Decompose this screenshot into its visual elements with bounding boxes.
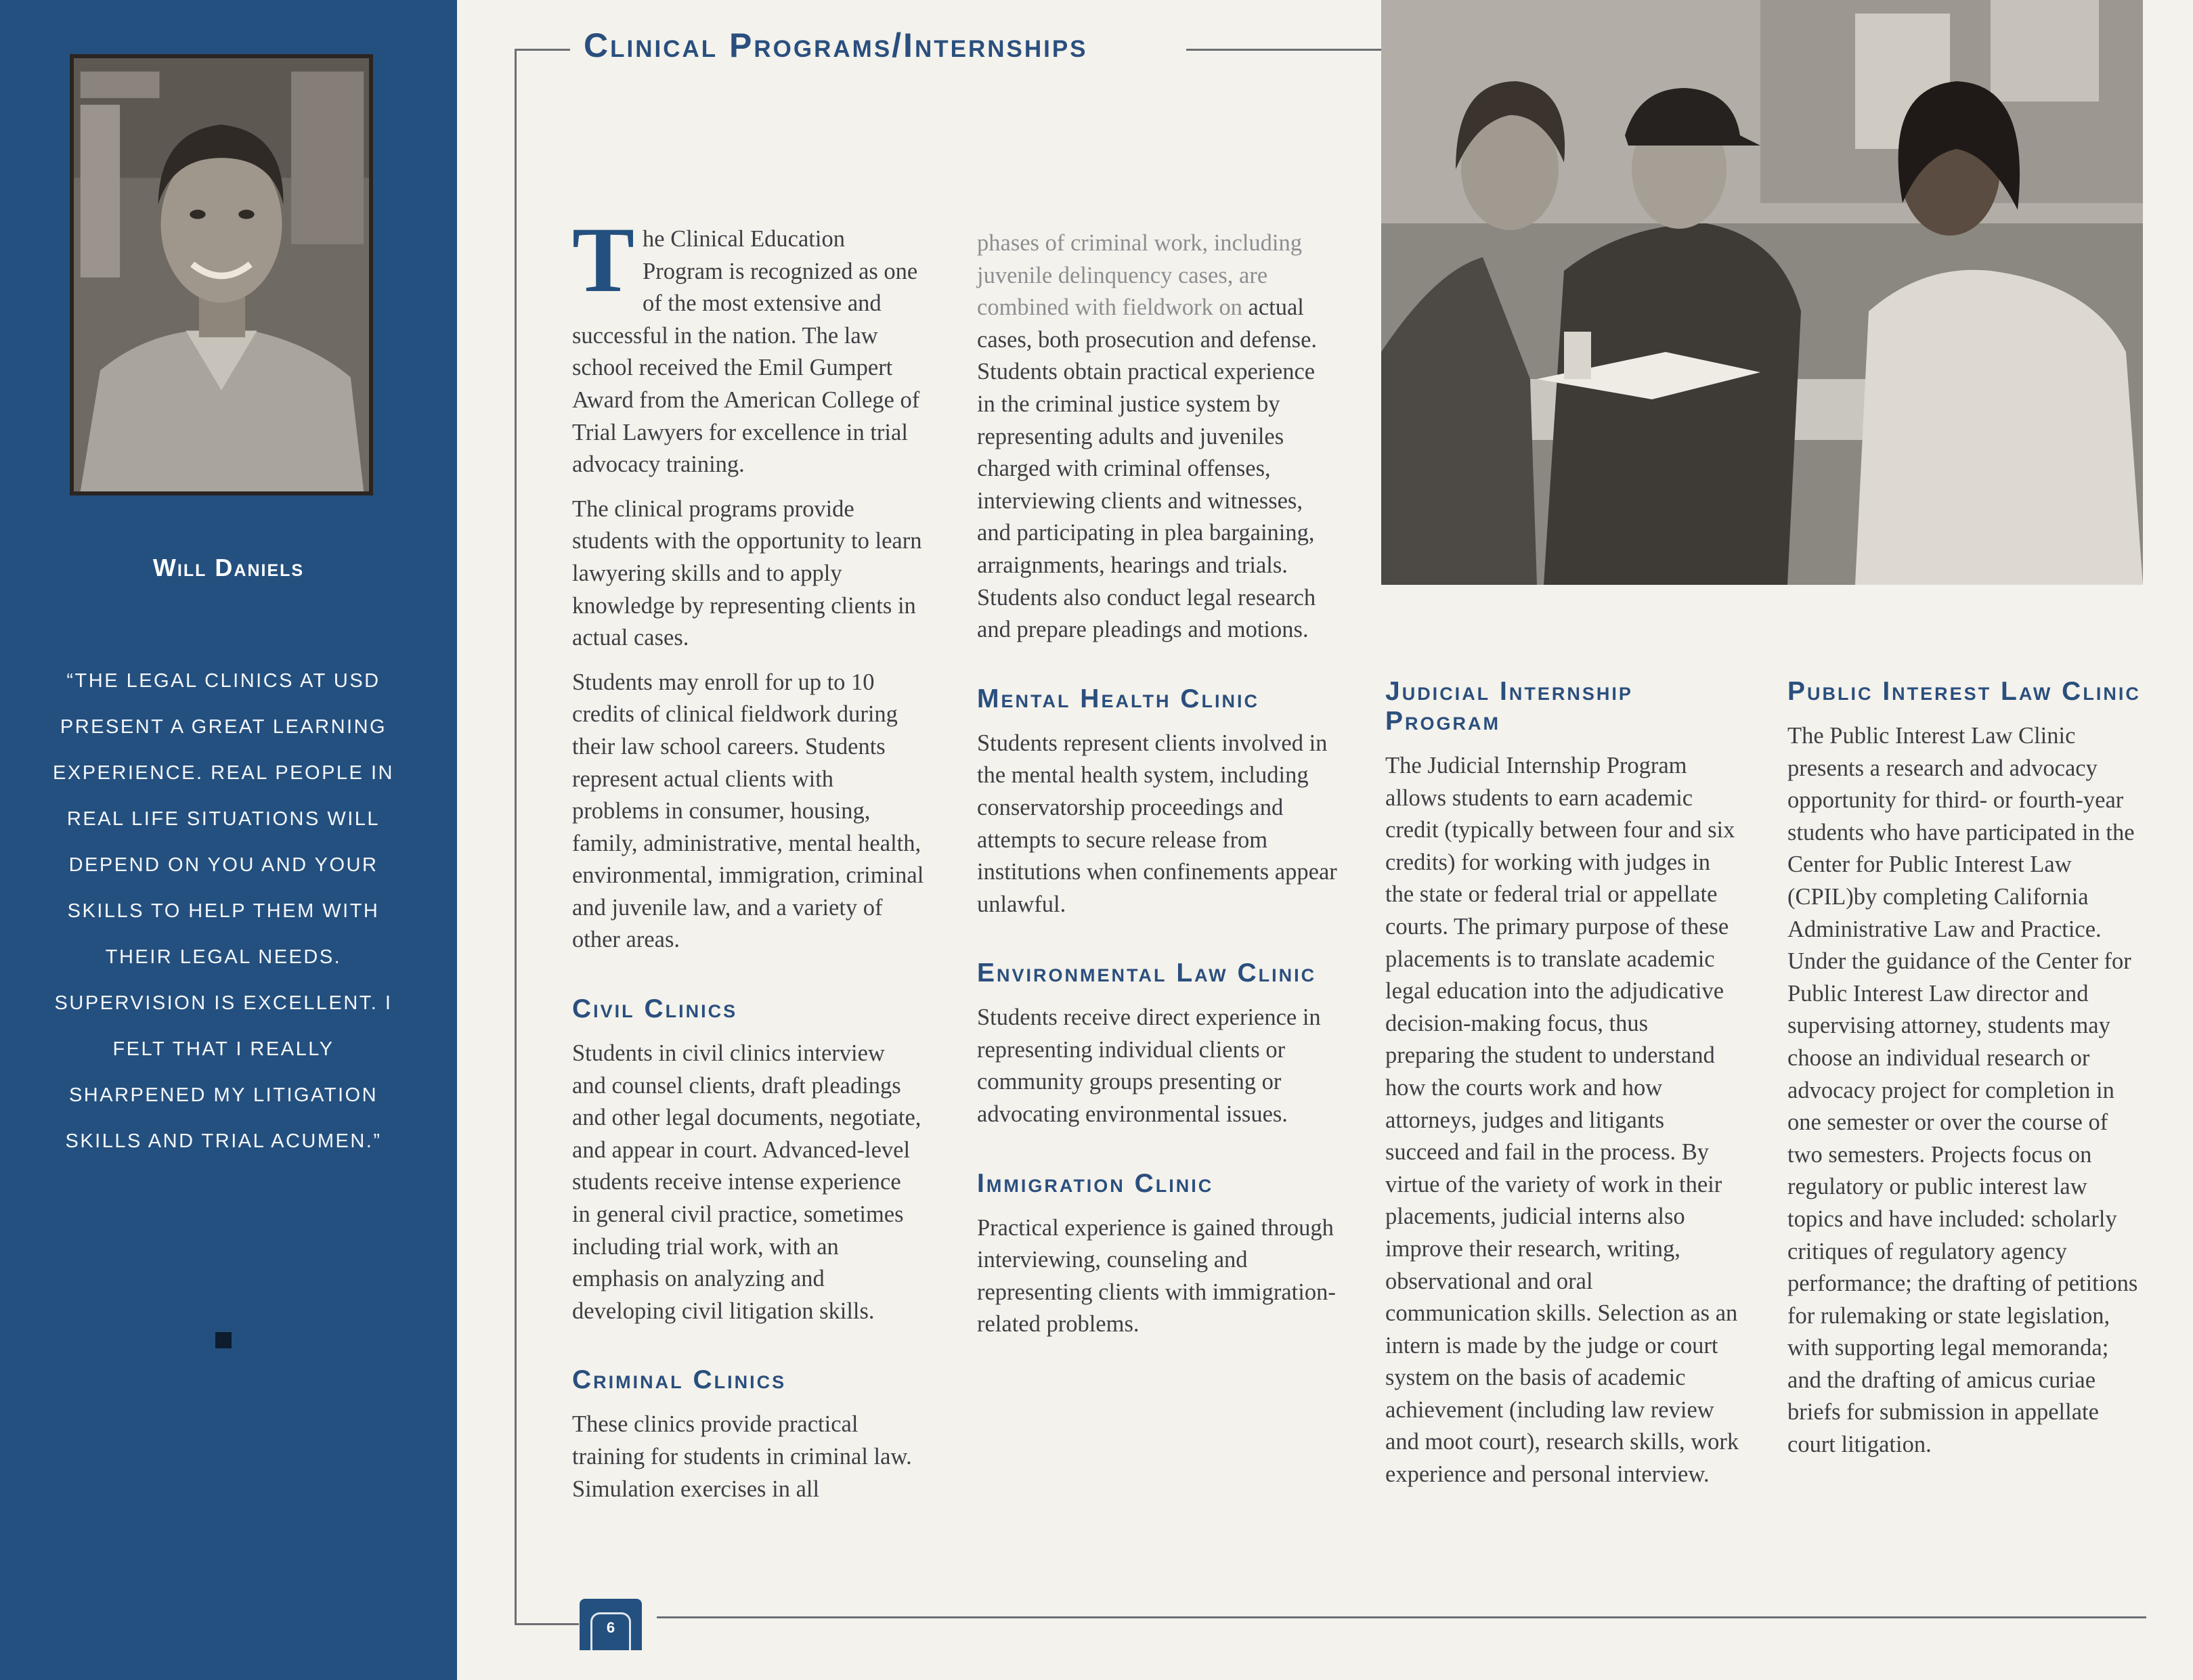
sidebar [0,0,457,1680]
mental-health-clinic-text: Students represent clients involved in the mental health system, including conservatorship proceedings and attempts to secure release from institutions when confinements appear unlawful. [977,730,1337,917]
continued-text: actual cases, both prosecution and defense. Students obtain practical experience in the criminal justice system by representing adults and juveniles charged with criminal offenses, interviewing clients and witnesses, and participating in plea bargaining, arraignments, hearings and trials. Students also conduct legal research and prepare pleadings and motions. [977,294,1318,643]
criminal-clinics-text-continued [977,227,1337,646]
column-1 [572,208,924,1518]
frame-rule [1186,49,1383,51]
criminal-clinics-heading: Criminal Clinics [572,1365,787,1395]
civil-clinics-heading: Civil Clinics [572,994,738,1024]
mental-health-clinic-heading: Mental Health Clinic [977,684,1259,713]
person-name: Will Daniels [152,554,305,581]
immigration-clinic-heading: Immigration Clinic [977,1168,1214,1198]
portrait-photo [70,54,373,495]
enrollment-paragraph: Students may enroll for up to 10 credits of clinical fieldwork during their law school careers. Students represent actual clients with problems in consumer, housing, family, administrative, mental health, environmental, immigration, criminal and juvenile law, and a variety of other areas. [572,669,924,953]
column-2 [977,227,1337,1353]
judicial-internship-heading: Judicial Internship Program [1385,677,1633,736]
intro-paragraph [572,208,924,481]
immigration-clinic-text: Practical experience is gained through interviewing, counseling and representing clients with immigration-related problems. [977,1214,1336,1338]
intro-text: he Clinical Education Program is recognized as one of the most extensive and successful in the nation. The law school received the Emil Gumpert Award from the American College of Trial Lawyers for excellence in trial advocacy training. [572,226,920,478]
frame-rule [515,49,570,51]
testimonial-quote: “THE LEGAL CLINICS AT USD PRESENT A GREAT LEARNING EXPERIENCE. REAL PEOPLE IN REAL LIFE SITUATIONS WILL DEPEND ON YOU AND YOUR SKILLS TO HELP THEM WITH THEIR LEGAL NEEDS. SUPERVISION IS EXCELLENT. I FELT THAT I REALLY SHARPENED MY LITIGATION SKILLS AND TRIAL ACUMEN.” [53,670,394,1152]
criminal-clinics-text: These clinics provide practical training for students in criminal law. Simulation exercises in all [572,1411,912,1502]
frame-rule [515,49,517,1624]
judicial-internship-text: The Judicial Internship Program allows students to earn academic credit (typically between four and six credits) for working with judges in the state or federal trial or appellate courts. The primary purpose of these placements is to translate academic legal education into the adjudicative decision-making focus, thus preparing the student to understand how the courts work and how attorneys, judges and litigants succeed and fail in the process. By virtue of the variety of work in their placements, judicial interns also improve their research, writing, observational and oral communication skills. Selection as an intern is made by the judge or court system on the basis of academic achievement (including law review and moot court), research skills, work experience and personal interview. [1385,753,1739,1488]
end-mark [215,1332,232,1348]
civil-clinics-text: Students in civil clinics interview and counsel clients, draft pleadings and other legal documents, negotiate, and appear in court. Advanced-level students receive intense experience in general civil practice, sometimes including trial work, with an emphasis on analyzing and developing civil litigation skills. [572,1040,921,1324]
environmental-law-clinic-text: Students receive direct experience in representing individual clients or community groups presenting or advocating environmental issues. [977,1004,1321,1128]
environmental-law-clinic-heading: Environmental Law Clinic [977,958,1317,988]
page-number-tab [580,1599,642,1650]
frame-rule [515,1623,579,1625]
page-number: 6 [606,1619,615,1636]
students-photo [1381,0,2143,585]
column-4 [1787,677,2143,1474]
page-title: Clinical Programs/Internships [584,26,1088,64]
public-interest-clinic-text: The Public Interest Law Clinic presents a research and advocacy opportunity for third- or fourth-year students who have participated in the Center for Public Interest Law (CPIL)by completing California Administrative Law and Practice. Under the guidance of the Center for Public Interest Law director and supervising attorney, students may choose an individual research or advocacy project for completion in one semester or over the course of two semesters. Projects focus on regulatory or public interest law topics and have included: scholarly critiques of regulatory agency performance; the drafting of petitions for rulemaking or state legislation, with supporting legal memoranda; and the drafting of amicus curiae briefs for submission in appellate court litigation. [1787,723,2138,1458]
programs-paragraph: The clinical programs provide students with the opportunity to learn lawyering skills and to apply knowledge by representing clients in actual cases. [572,495,922,651]
faded-text: phases of criminal work, including juvenile delinquency cases, are combined with fieldwork on [977,230,1303,321]
drop-cap: T [572,208,635,311]
column-3 [1385,677,1741,1503]
public-interest-clinic-heading: Public Interest Law Clinic [1787,677,2141,706]
frame-rule [657,1616,2146,1618]
